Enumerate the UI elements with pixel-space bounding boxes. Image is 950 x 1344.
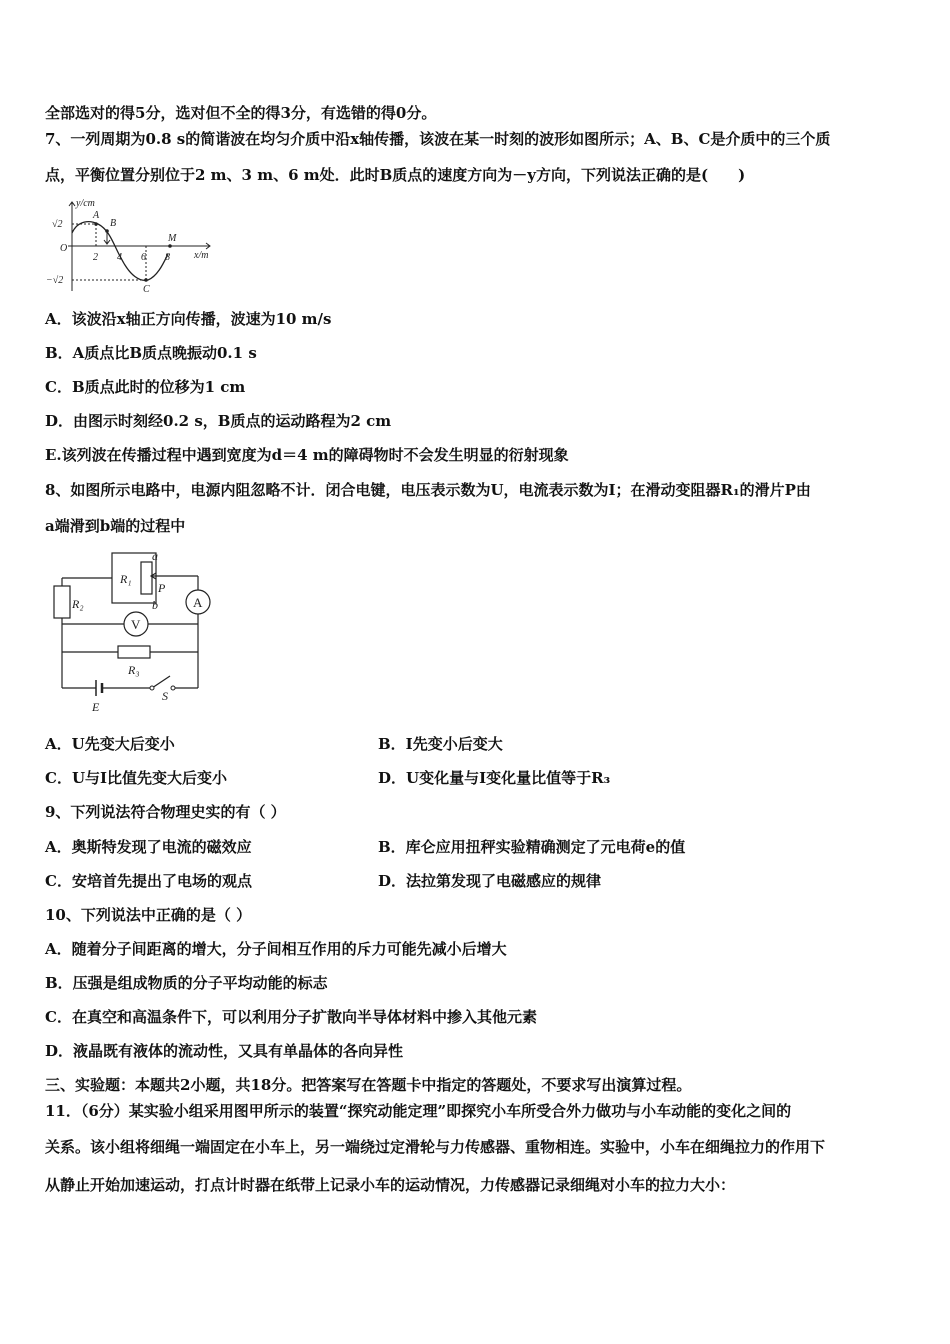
q7-option-c: C．B质点此时的位移为1 cm [45, 378, 246, 396]
q10-option-a: A．随着分子间距离的增大，分子间相互作用的斥力可能先减小后增大 [45, 940, 507, 958]
q11-stem-3: 从静止开始加速运动，打点计时器在纸带上记录小车的运动情况，力传感器记录细绳对小车的拉力大小： [45, 1176, 736, 1194]
circuit-figure [40, 548, 230, 718]
q11-stem-2: 关系。该小组将细绳一端固定在小车上，另一端绕过定滑轮与力传感器、重物相连。实验中，小车在细绳拉力的作用下 [45, 1138, 826, 1156]
voltmeter-label: V [131, 617, 141, 632]
wave-origin: O [60, 243, 68, 254]
q11-stem-1: 11．（6分）某实验小组采用图甲所示的装置“探究动能定理”即探究小车所受合外力做功与小车动能的变化之间的 [45, 1102, 792, 1120]
q10-option-c: C．在真空和高温条件下，可以利用分子扩散向半导体材料中掺入其他元素 [45, 1008, 537, 1026]
q8-option-c: C．U与I比值先变大后变小 [45, 769, 228, 787]
q8-stem-1: 8、如图所示电路中，电源内阻忽略不计．闭合电键，电压表示数为U，电流表示数为I；在滑动变阻器R₁的滑片P由 [45, 481, 811, 499]
wave-ylabel: y/cm [76, 198, 95, 209]
wave-point-A: A [93, 210, 100, 221]
circuit-E: E [92, 700, 100, 714]
q9-stem: 9、下列说法符合物理史实的有（ ） [45, 803, 286, 821]
wave-point-C: C [143, 284, 150, 295]
q8-stem-2: a端滑到b端的过程中 [45, 517, 186, 535]
q7-option-d: D．由图示时刻经0.2 s，B质点的运动路程为2 cm [45, 412, 392, 430]
circuit-a: a [152, 549, 158, 563]
wave-point-B: B [110, 218, 117, 229]
q8-option-b: B．I先变小后变大 [378, 735, 503, 753]
circuit-R1: R₁ [120, 572, 132, 586]
q10-option-d: D．液晶既有液体的流动性，又具有单晶体的各向异性 [45, 1042, 404, 1060]
wave-xtick-6: 6 [141, 252, 146, 263]
wave-ytick-pos: √2 [52, 219, 63, 230]
circuit-R2: R₂ [72, 597, 84, 611]
q7-option-e: E.该列波在传播过程中遇到宽度为d＝4 m的障碍物时不会发生明显的衍射现象 [45, 446, 569, 464]
q8-option-d: D．U变化量与I变化量比值等于R₃ [378, 769, 611, 787]
q9-option-a: A．奥斯特发现了电流的磁效应 [45, 838, 252, 856]
circuit-b: b [152, 598, 158, 612]
ammeter-label: A [193, 595, 203, 610]
q10-option-b: B．压强是组成物质的分子平均动能的标志 [45, 974, 328, 992]
q7-option-b: B．A质点比B质点晚振动0.1 s [45, 344, 257, 362]
wave-xtick-2: 2 [93, 252, 98, 263]
q10-stem: 10、下列说法中正确的是（ ） [45, 906, 252, 924]
line-scoring-note: 全部选对的得5分，选对但不全的得3分，有选错的得0分。 [45, 104, 437, 122]
q7-stem-2: 点，平衡位置分别位于2 m、3 m、6 m处．此时B质点的速度方向为－y方向，下列说法正确的是( ) [45, 166, 746, 184]
q9-option-c: C．安培首先提出了电场的观点 [45, 872, 252, 890]
circuit-S: S [162, 689, 168, 703]
q9-option-d: D．法拉第发现了电磁感应的规律 [378, 872, 602, 890]
circuit-R3: R₃ [128, 663, 140, 677]
wave-ytick-neg: −√2 [46, 275, 64, 286]
q8-option-a: A．U先变大后变小 [45, 735, 175, 753]
wave-xtick-4: 4 [117, 252, 122, 263]
q7-stem-1: 7、一列周期为0.8 s的简谐波在均匀介质中沿x轴传播，该波在某一时刻的波形如图所示；A、B、C是介质中的三个质 [45, 130, 831, 148]
circuit-P: P [158, 581, 166, 595]
q7-option-a: A．该波沿x轴正方向传播，波速为10 m/s [45, 310, 332, 328]
wave-xlabel: x/m [194, 250, 209, 261]
q9-option-b: B．库仑应用扭秤实验精确测定了元电荷e的值 [378, 838, 686, 856]
wave-point-M: M [168, 233, 177, 244]
wave-xtick-8: 8 [165, 252, 170, 263]
section-3-heading: 三、实验题：本题共2小题，共18分。把答案写在答题卡中指定的答题处，不要求写出演算过程。 [45, 1076, 692, 1094]
wave-figure [40, 196, 220, 296]
